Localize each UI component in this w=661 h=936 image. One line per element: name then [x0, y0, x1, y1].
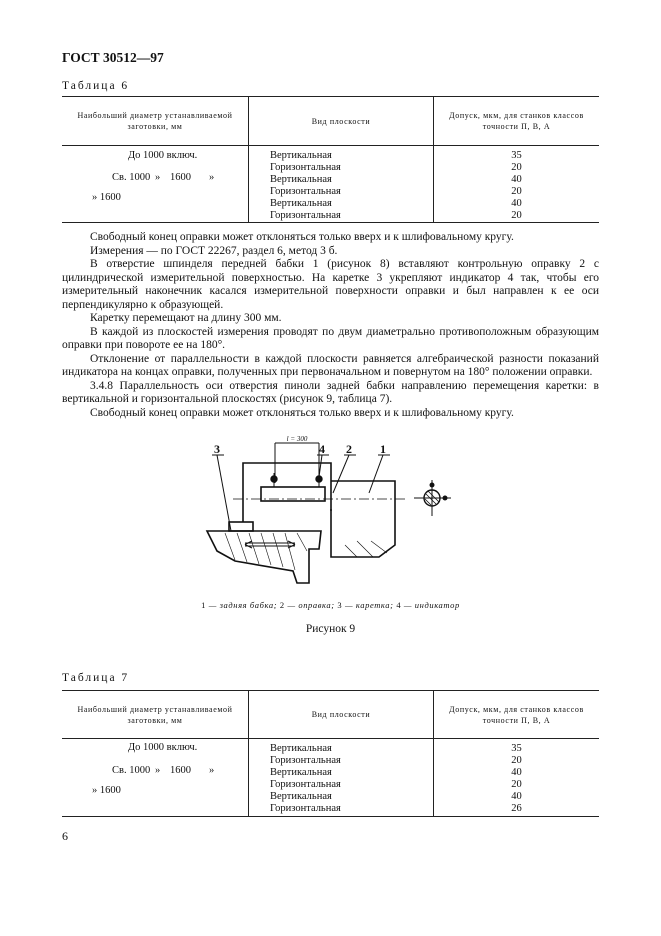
body-text [62, 231, 599, 420]
table-6-tolerance: 40 [511, 198, 522, 209]
table-7 [62, 690, 599, 817]
table-7-tolerance: 26 [511, 803, 522, 814]
table-6-plane: Горизонтальная [270, 186, 341, 197]
paragraph: Каретку перемещают на длину 300 мм. [90, 312, 282, 324]
table-6-diameter-3: » 1600 [92, 192, 121, 203]
table-6-diameter-cell [62, 146, 248, 218]
figure-label-4: 4 [319, 442, 325, 456]
tailstock [331, 481, 395, 557]
table-7-plane: Горизонтальная [270, 755, 341, 766]
paragraph: Свободный конец оправки может отклоняться только вверх и к шлифовальному кругу. [90, 406, 514, 419]
paragraph: Свободный конец оправки может отклоняться только вверх и к шлифовальному кругу. [90, 231, 514, 243]
table-6-tolerances [434, 146, 599, 222]
table-7-header-plane: Вид плоскости [249, 691, 434, 739]
table-6-tolerance: 20 [511, 210, 522, 221]
table-7-header-diameter: Наибольший диаметр устанавливаемой заготовки, мм [62, 691, 249, 739]
page-number: 6 [62, 829, 68, 843]
table-7-plane: Вертикальная [270, 743, 332, 754]
table-7-diameter-ditto: » [155, 765, 161, 776]
table-7-diameter-2: Св. 1000 [112, 765, 151, 776]
table-6-tolerance: 35 [511, 150, 522, 161]
paragraph: 3.4.8 Параллельность оси отверстия пиноли задней бабки направлению перемещения каретки: в вертикальной и горизонтальной плоскостях (рисунок 9, таблица 7). [62, 379, 599, 405]
table-7-plane: Горизонтальная [270, 803, 341, 814]
table-7-tolerance: 40 [511, 767, 522, 778]
table-7-tolerance: 20 [511, 755, 522, 766]
table-6-caption: Таблица 6 [62, 80, 130, 92]
figure-dimension-label: l = 300 [286, 435, 308, 443]
carriage-block [229, 522, 253, 531]
table-7-planes [249, 739, 433, 815]
indicator-bracket [243, 463, 331, 522]
paragraph: В отверстие шпинделя передней бабки 1 (рисунок 8) вставляют контрольную оправку 2 с цилиндрической измерительной поверхностью. На каретке 3 укрепляют индикатор 4 так, чтобы его измерительный наконечник касался измерительной поверхности оправки и был направлен к ее оси перпендикулярно к образующей. [62, 258, 599, 311]
table-6-header-plane: Вид плоскости [249, 97, 434, 146]
figure-label-3: 3 [214, 442, 220, 456]
table-7-plane: Вертикальная [270, 767, 332, 778]
table-6-header-diameter: Наибольший диаметр устанавливаемой заготовки, мм [62, 97, 249, 146]
table-6-diameter-value: 1600 [170, 172, 191, 183]
table-6-tolerance: 20 [511, 186, 522, 197]
table-6-diameter-1: До 1000 включ. [128, 150, 198, 161]
table-6-diameter-ditto-2: » [209, 172, 215, 183]
table-6-plane: Вертикальная [270, 174, 332, 185]
table-6-plane: Вертикальная [270, 150, 332, 161]
table-6 [62, 96, 599, 223]
table-7-header-tolerance: Допуск, мкм, для станков классов точности П, В, А [434, 691, 600, 739]
table-7-plane: Горизонтальная [270, 779, 341, 790]
table-7-caption: Таблица 7 [62, 672, 130, 684]
table-7-diameter-ditto-2: » [209, 765, 215, 776]
paragraph: В каждой из плоскостей измерения проводят по двум диаметрально противоположным образующим оправки при повороте ее на 180°. [62, 325, 599, 351]
section-view-icon [414, 480, 451, 516]
paragraph: Измерения — по ГОСТ 22267, раздел 6, метод 3 б. [90, 244, 338, 257]
table-6-plane: Горизонтальная [270, 162, 341, 173]
figure-9-title: Рисунок 9 [305, 623, 356, 635]
table-7-plane: Вертикальная [270, 791, 332, 802]
table-6-plane: Вертикальная [270, 198, 332, 209]
table-7-tolerance: 20 [511, 779, 522, 790]
table-6-tolerance: 20 [511, 162, 522, 173]
table-7-tolerance: 35 [511, 743, 522, 754]
indicator-icon [271, 473, 322, 487]
document-header: ГОСТ 30512—97 [62, 50, 164, 65]
table-7-tolerances [434, 739, 599, 815]
table-6-plane: Горизонтальная [270, 210, 341, 221]
table-6-planes [249, 146, 433, 222]
figure-9-drawing [195, 433, 465, 593]
table-7-diameter-cell [62, 739, 248, 811]
table-7-diameter-value: 1600 [170, 765, 191, 776]
paragraph: Отклонение от параллельности в каждой плоскости равняется алгебраической разности показаний индикатора на концах оправки, полученных при первоначальном и повернутом на 180° положении оправки. [62, 352, 599, 378]
table-7-diameter-1: До 1000 включ. [128, 742, 198, 753]
table-6-tolerance: 40 [511, 174, 522, 185]
carriage-outline [207, 531, 321, 583]
figure-label-2: 2 [346, 442, 352, 456]
table-6-header-tolerance: Допуск, мкм, для станков классов точности П, В, А [434, 97, 600, 146]
figure-9-caption: 1 — задняя бабка; 2 — оправка; 3 — каретка; 4 — индикатор [201, 600, 460, 610]
table-6-diameter-ditto: » [155, 172, 161, 183]
table-6-diameter-2: Св. 1000 [112, 172, 151, 183]
table-7-diameter-3: » 1600 [92, 785, 121, 796]
figure-label-1: 1 [380, 442, 386, 456]
table-7-tolerance: 40 [511, 791, 522, 802]
